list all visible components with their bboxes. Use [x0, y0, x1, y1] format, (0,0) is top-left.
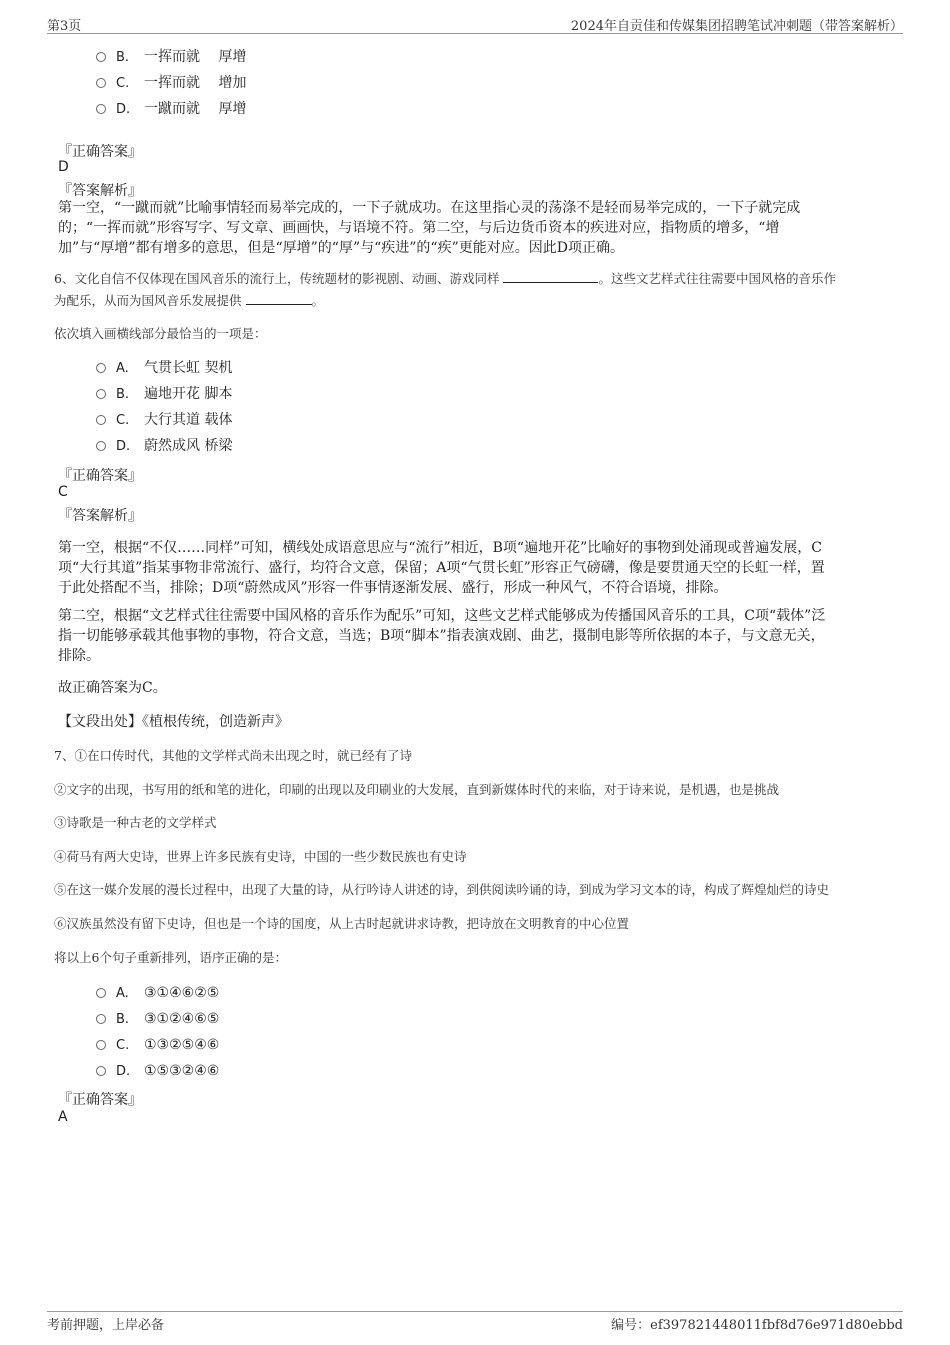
radio-icon[interactable]: [96, 52, 106, 62]
option-letter: A.: [116, 986, 129, 1001]
radio-icon[interactable]: [96, 104, 106, 114]
option-letter: D.: [116, 439, 131, 454]
q7-answer-label: 『正确答案』: [58, 1092, 142, 1108]
option-letter: B.: [116, 1012, 130, 1027]
option-letter: B.: [116, 387, 130, 402]
option-text: ①③②⑤④⑥: [144, 1037, 220, 1053]
option-text: ①⑤③②④⑥: [144, 1063, 220, 1079]
q6-stem-part: 。: [311, 293, 325, 308]
q6-analysis-label: 『答案解析』: [58, 508, 142, 524]
option-letter: D.: [116, 1064, 131, 1079]
option-text: 一蹴而就 厚增: [144, 101, 247, 117]
q6-stem-part: 。这些文艺样式往往需要中国风格的音乐作: [598, 271, 836, 286]
q6-answer-label: 『正确答案』: [58, 468, 142, 484]
analysis-line: 第一空，根据“不仅……同样”可知，横线处成语意思应与“流行”相近，B项“遍地开花”比喻好的事物到处涌现或普遍发展，C: [58, 540, 822, 556]
q7-option-d[interactable]: [96, 1061, 219, 1081]
q6-option-d[interactable]: [96, 436, 232, 456]
option-letter: D.: [116, 102, 131, 117]
analysis-line: 第二空，根据“文艺样式往往需要中国风格的音乐作为配乐”可知，这些文艺样式能够成为传播国风音乐的工具，C项“载体”泛: [58, 608, 826, 624]
q6-stem: [54, 268, 894, 312]
analysis-line: 排除。: [58, 648, 100, 664]
option-letter: B.: [116, 50, 130, 65]
q6-stem-part: 为配乐，从而为国风音乐发展提供: [54, 293, 242, 308]
q5-option-b[interactable]: [96, 47, 246, 67]
header-divider: [47, 33, 903, 34]
radio-icon[interactable]: [96, 988, 106, 998]
option-text: 遍地开花 脚本: [144, 386, 233, 402]
q6-option-b[interactable]: [96, 384, 232, 404]
footer-slogan: 考前押题，上岸必备: [47, 1318, 165, 1333]
q5-analysis: [58, 198, 888, 258]
analysis-line: 的；“一挥而就”形容写字、写文章、画画快，与语境不符。第二空，与后边货币资本的疾进对应，指物质的增多，“增: [58, 220, 780, 236]
q6-option-c[interactable]: [96, 410, 232, 430]
q7-line: ②文字的出现，书写用的纸和笔的进化，印刷的出现以及印刷业的大发展，直到新媒体时代的来临，对于诗来说，是机遇，也是挑战: [54, 782, 780, 797]
q7-line: ③诗歌是一种古老的文学样式: [54, 815, 217, 830]
option-text: 大行其道 载体: [144, 412, 233, 428]
q7-answer: A: [58, 1109, 68, 1125]
option-text: ③①②④⑥⑤: [144, 1011, 220, 1027]
radio-icon[interactable]: [96, 389, 106, 399]
option-text: ③①④⑥②⑤: [144, 985, 220, 1001]
radio-icon[interactable]: [96, 441, 106, 451]
document-title: 2024年自贡佳和传媒集团招聘笔试冲刺题（带答案解析）: [570, 19, 903, 34]
analysis-line: 加”与“厚增”都有增多的意思，但是“厚增”的“厚”与“疾进”的“疾”更能对应。因此D项正确。: [58, 240, 624, 256]
q6-option-a[interactable]: [96, 358, 232, 378]
option-text: 气贯长虹 契机: [144, 360, 233, 376]
option-text: 一挥而就 厚增: [144, 49, 247, 65]
fill-blank: [503, 270, 598, 283]
option-letter: A.: [116, 361, 129, 376]
q7-option-b[interactable]: [96, 1009, 219, 1029]
q6-analysis-para1: [58, 538, 888, 598]
q6-conclusion: 故正确答案为C。: [58, 680, 167, 696]
option-letter: C.: [116, 76, 130, 91]
q6-source: 【文段出处】《植根传统，创造新声》: [58, 714, 289, 730]
analysis-line: 于此处搭配不当，排除；D项“蔚然成风”形容一件事情逐渐发展、盛行，形成一种风气，不符合语境，排除。: [58, 580, 728, 596]
q7-line: 7、①在口传时代，其他的文学样式尚未出现之时，就已经有了诗: [54, 748, 412, 763]
q6-prompt: 依次填入画横线部分最恰当的一项是：: [54, 326, 267, 341]
document-id: 编号：ef397821448011fbf8d76e971d80ebbd: [611, 1318, 903, 1333]
q7-line: ⑤在这一媒介发展的漫长过程中，出现了大量的诗，从行吟诗人讲述的诗，到供阅读吟诵的诗，到成为学习文本的诗，构成了辉煌灿烂的诗史: [54, 882, 830, 897]
q7-prompt: 将以上6个句子重新排列，语序正确的是：: [54, 950, 287, 965]
radio-icon[interactable]: [96, 1066, 106, 1076]
fill-blank: [246, 292, 312, 305]
q6-stem-part: 6、文化自信不仅体现在国风音乐的流行上，传统题材的影视剧、动画、游戏同样: [54, 271, 500, 286]
q7-option-c[interactable]: [96, 1035, 219, 1055]
radio-icon[interactable]: [96, 1014, 106, 1024]
radio-icon[interactable]: [96, 78, 106, 88]
radio-icon[interactable]: [96, 415, 106, 425]
option-letter: C.: [116, 1038, 130, 1053]
footer-divider: [47, 1311, 903, 1312]
q7-line: ⑥汉族虽然没有留下史诗，但也是一个诗的国度，从上古时起就讲求诗教，把诗放在文明教育的中心位置: [54, 916, 630, 931]
q5-answer: D: [58, 159, 69, 175]
option-text: 蔚然成风 桥梁: [144, 438, 233, 454]
analysis-line: 项“大行其道”指某事物非常流行、盛行，均符合文意，保留；A项“气贯长虹”形容正气磅礴，像是要贯通天空的长虹一样，置: [58, 560, 825, 576]
q5-answer-label: 『正确答案』: [58, 144, 142, 160]
option-text: 一挥而就 增加: [144, 75, 247, 91]
q6-analysis-para2: [58, 606, 888, 666]
option-letter: C.: [116, 413, 130, 428]
q5-option-d[interactable]: [96, 99, 246, 119]
q5-option-c[interactable]: [96, 73, 246, 93]
q7-line: ④荷马有两大史诗，世界上许多民族有史诗，中国的一些少数民族也有史诗: [54, 849, 467, 864]
q7-option-a[interactable]: [96, 983, 219, 1003]
radio-icon[interactable]: [96, 363, 106, 373]
q6-answer: C: [58, 484, 68, 500]
analysis-line: 指一切能够承载其他事物的事物，符合文意，当选；B项“脚本”指表演戏剧、曲艺，摄制电影等所依据的本子，与文意无关，: [58, 628, 825, 644]
radio-icon[interactable]: [96, 1040, 106, 1050]
analysis-line: 第一空，“一蹴而就”比喻事情轻而易举完成的，一下子就成功。在这里指心灵的荡涤不是轻而易举完成的，一下子就完成: [58, 200, 801, 216]
page-number: 第3页: [47, 19, 82, 34]
q5-analysis-label: 『答案解析』: [58, 183, 142, 199]
